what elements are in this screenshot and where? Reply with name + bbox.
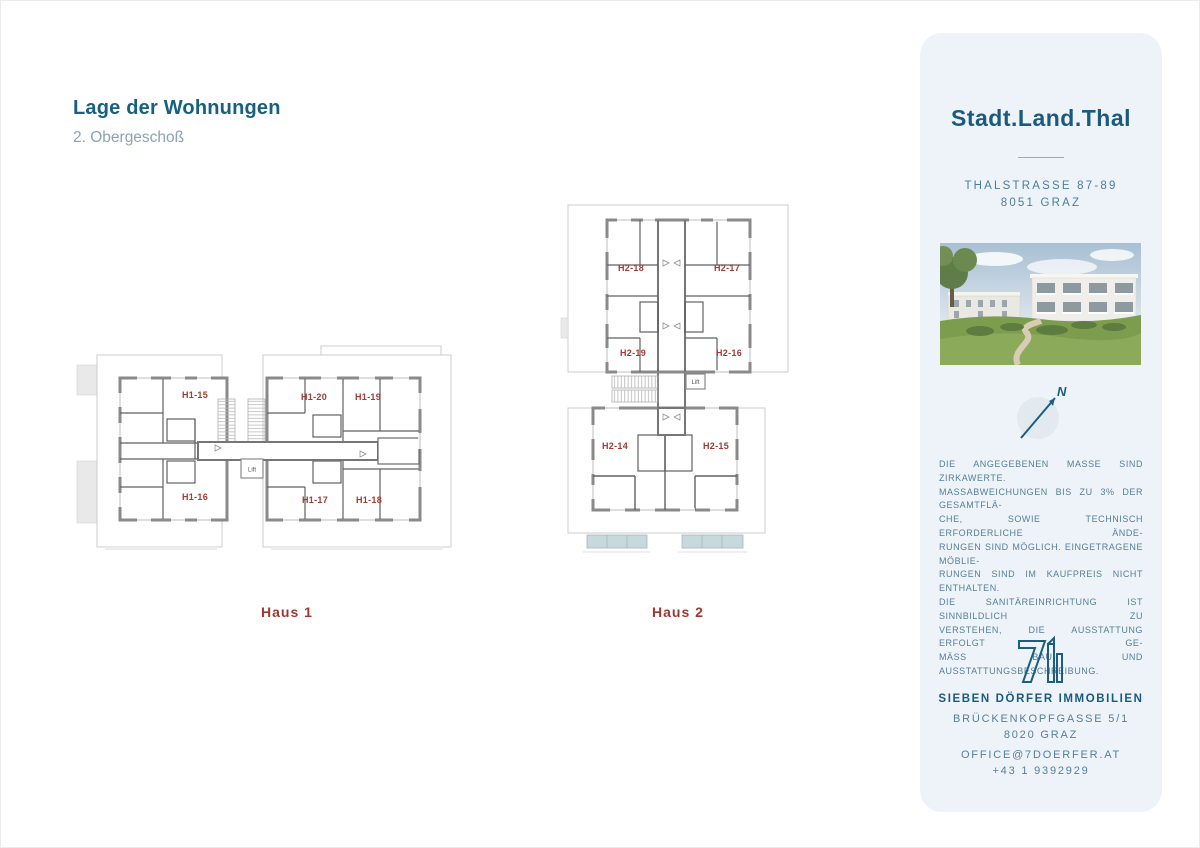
brand-title: Stadt.Land.Thal bbox=[951, 105, 1131, 131]
haus2-balconies bbox=[583, 535, 747, 552]
company-address-line2: 8020 GRAZ bbox=[1003, 728, 1079, 741]
floor-plan-haus1 bbox=[75, 335, 465, 565]
haus2-caption: Haus 2 bbox=[652, 604, 704, 620]
title-block bbox=[73, 97, 281, 147]
north-compass-icon bbox=[1005, 378, 1077, 455]
haus1-corridor bbox=[198, 438, 419, 464]
unit-label-h2-17: H2-17 bbox=[713, 263, 741, 273]
haus2-stairs bbox=[612, 376, 658, 402]
disclaimer-line: CHE, SOWIE TECHNISCH ERFORDERLICHE ÄNDE- bbox=[939, 514, 1143, 538]
unit-label-h2-14: H2-14 bbox=[601, 441, 629, 451]
haus1-stairs bbox=[218, 399, 265, 442]
unit-label-h2-16: H2-16 bbox=[715, 348, 743, 358]
unit-label-h1-18: H1-18 bbox=[355, 495, 383, 505]
company-contact bbox=[920, 748, 1162, 780]
project-address-line1: THALSTRASSE 87-89 bbox=[964, 180, 1118, 192]
haus1-caption: Haus 1 bbox=[261, 604, 313, 620]
unit-label-h2-15: H2-15 bbox=[702, 441, 730, 451]
company-address-line1: BRÜCKENKOPFGASSE 5/1 bbox=[953, 713, 1129, 725]
project-address-line2: 8051 GRAZ bbox=[1000, 197, 1082, 210]
project-address bbox=[920, 178, 1162, 213]
svg-text:N: N bbox=[1057, 384, 1067, 399]
haus2-lift bbox=[686, 374, 705, 389]
company-address bbox=[920, 712, 1162, 744]
unit-label-h1-15: H1-15 bbox=[181, 390, 209, 400]
disclaimer-line: MÄSS BAU- UND AUSSTATTUNGSBESCHREIBUNG. bbox=[939, 652, 1143, 676]
unit-label-h2-19: H2-19 bbox=[619, 348, 647, 358]
disclaimer-line: RUNGEN SIND MÖGLICH. EINGETRAGENE MÖBLIE- bbox=[939, 541, 1143, 566]
page-subtitle: 2. Obergeschoß bbox=[73, 129, 185, 146]
brand-divider bbox=[1018, 157, 1064, 158]
building-render-image bbox=[940, 243, 1141, 365]
floor-plan-haus2 bbox=[555, 190, 820, 560]
unit-label-h1-19: H1-19 bbox=[354, 392, 382, 402]
company-phone: +43 1 9392929 bbox=[992, 764, 1090, 777]
disclaimer-line: MASSABWEICHUNGEN BIS ZU 3% DER GESAMTFLÄ- bbox=[939, 486, 1143, 511]
disclaimer-line: RUNGEN SIND IM KAUFPREIS NICHT ENTHALTEN. bbox=[939, 569, 1143, 594]
page-title: Lage der Wohnungen bbox=[73, 97, 281, 119]
haus2-lift-label: Lift bbox=[691, 380, 700, 386]
unit-label-h1-17: H1-17 bbox=[301, 495, 329, 505]
haus1-lift bbox=[241, 459, 263, 478]
haus1-balcony-tabs bbox=[77, 365, 97, 523]
haus1-lift-label: Lift bbox=[247, 467, 257, 474]
unit-label-h1-16: H1-16 bbox=[181, 492, 209, 502]
company-email: OFFICE@7DOERFER.AT bbox=[960, 749, 1122, 761]
company-logo-icon bbox=[1011, 631, 1071, 691]
sidebar bbox=[920, 33, 1162, 812]
unit-label-h1-20: H1-20 bbox=[300, 392, 328, 402]
disclaimer-line: DIE ANGEGEBENEN MASSE SIND ZIRKAWERTE. bbox=[939, 459, 1143, 483]
unit-label-h2-18: H2-18 bbox=[617, 263, 645, 273]
disclaimer-line: VERSTEHEN, DIE AUSSTATTUNG ERFOLGT GE- bbox=[939, 624, 1143, 649]
disclaimer-line: DIE SANITÄREINRICHTUNG IST SINNBILDLICH ZU bbox=[939, 596, 1143, 621]
company-name: SIEBEN DÖRFER IMMOBILIEN bbox=[938, 693, 1144, 705]
